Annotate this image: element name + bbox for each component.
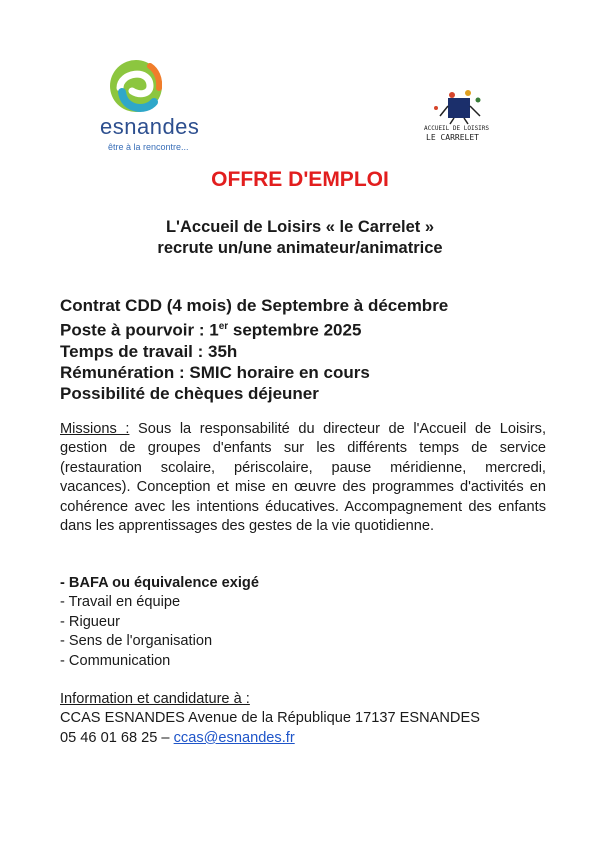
missions-text: Sous la responsabilité du directeur de l'Accueil de Loisirs, gestion de groupes d'enfants sur les différents temps de service (restauration scolaire, périscolaire, pause méridienne, mercredi, vacances). Conception et mise en œuvre des programmes d'activités en cohérence avec les intentions éducatives. Accompagnement des enfants dans les apprentissages des gestes de la vie quotidienne. bbox=[60, 421, 547, 535]
missions-label: Missions : bbox=[60, 421, 130, 437]
carrelet-line1: ACCUEIL DE LOISIRS bbox=[424, 125, 490, 132]
carrelet-drawing-icon bbox=[418, 88, 498, 126]
page-title: OFFRE D'EMPLOI bbox=[211, 168, 389, 191]
missions-paragraph bbox=[60, 420, 546, 536]
carrelet-logo bbox=[418, 88, 498, 148]
contact-phone: 05 46 01 68 25 – bbox=[60, 729, 174, 746]
contact-address: CCAS ESNANDES Avenue de la République 17137 ESNANDES bbox=[60, 710, 480, 727]
contact-heading: Information et candidature à : bbox=[60, 691, 250, 707]
start-date-line bbox=[60, 316, 448, 341]
esnandes-e-icon bbox=[106, 58, 162, 118]
esnandes-logo bbox=[100, 58, 220, 158]
contact-phone-line bbox=[60, 729, 480, 748]
requirement-item: - Sens de l'organisation bbox=[60, 633, 213, 650]
esnandes-tagline: être à la rencontre... bbox=[108, 142, 189, 152]
carrelet-line2: LE CARRELET bbox=[426, 133, 479, 142]
subtitle-line1: L'Accueil de Loisirs « le Carrelet » bbox=[165, 218, 435, 236]
requirement-item: - Travail en équipe bbox=[60, 594, 181, 611]
requirements-list bbox=[60, 574, 259, 671]
start-date-prefix: Poste à pourvoir : 1 bbox=[60, 320, 219, 340]
job-facts bbox=[60, 295, 448, 404]
contract-line: Contrat CDD (4 mois) de Septembre à décembre bbox=[60, 296, 449, 315]
requirement-bafa: - BAFA ou équivalence exigé bbox=[60, 575, 259, 591]
requirement-item: - Communication bbox=[60, 652, 171, 669]
subtitle-line2: recrute un/une animateur/animatrice bbox=[157, 239, 443, 257]
meal-vouchers-line: Possibilité de chèques déjeuner bbox=[60, 383, 319, 403]
start-date-sup: er bbox=[218, 321, 229, 332]
salary-line: Rémunération : SMIC horaire en cours bbox=[60, 362, 370, 382]
contact-email-link[interactable]: ccas@esnandes.fr bbox=[173, 729, 295, 746]
requirement-item: - Rigueur bbox=[60, 613, 121, 630]
work-time-line: Temps de travail : 35h bbox=[60, 341, 238, 361]
esnandes-brand-name: esnandes bbox=[100, 114, 200, 139]
start-date-suffix: septembre 2025 bbox=[228, 320, 362, 340]
contact-block bbox=[60, 690, 480, 748]
